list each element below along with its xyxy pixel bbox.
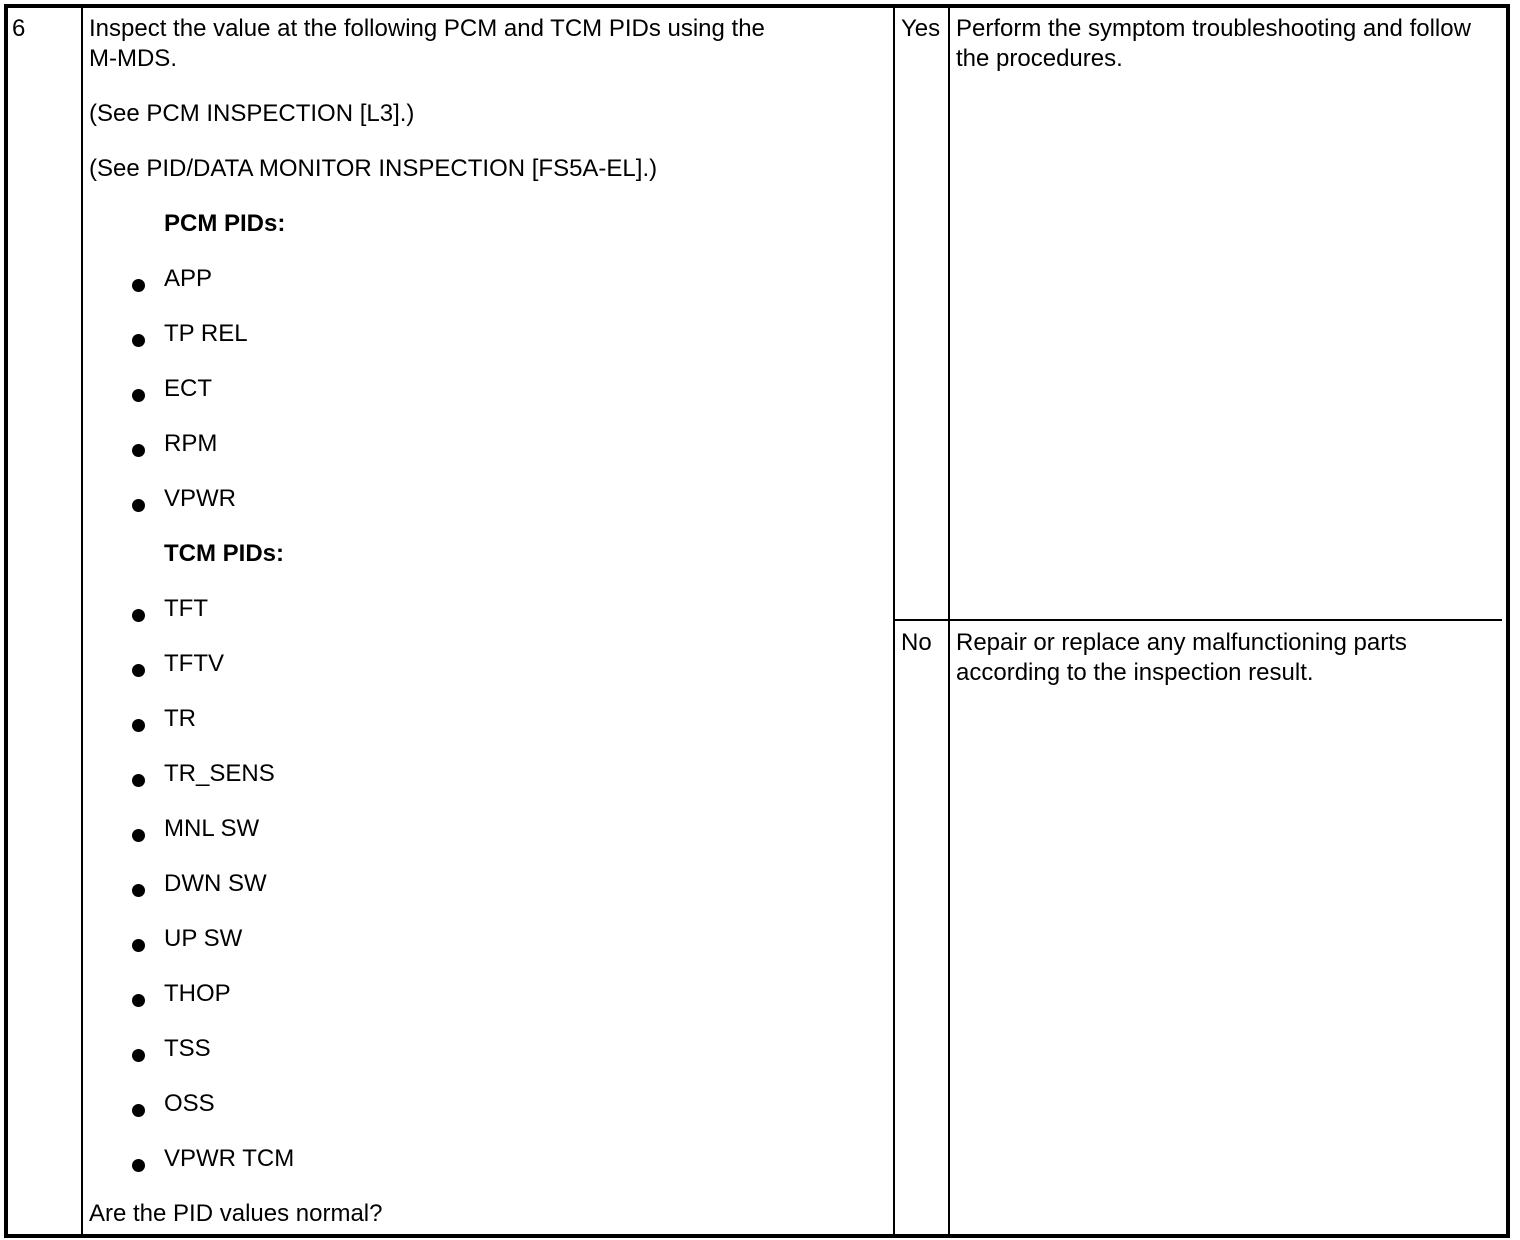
tcm-pid-label: TR (164, 705, 196, 732)
bullet-icon (132, 664, 145, 677)
column-divider-inspection (893, 8, 895, 1234)
bullet-icon (132, 444, 145, 457)
tcm-pid-label: TFTV (164, 650, 224, 677)
row-divider-yes-no (895, 619, 1502, 621)
bullet-icon (132, 1104, 145, 1117)
result-yes-action-line-2: the procedures. (956, 45, 1123, 72)
step-number: 6 (12, 15, 26, 42)
pcm-pid-label: ECT (164, 375, 212, 402)
bullet-icon (132, 719, 145, 732)
tcm-pid-label: THOP (164, 980, 231, 1007)
result-no-action-line-2: according to the inspection result. (956, 659, 1314, 686)
pid-monitor-reference: (See PID/DATA MONITOR INSPECTION [FS5A-EL].) (89, 155, 658, 182)
column-divider-step (81, 8, 83, 1234)
pcm-pid-label: VPWR (164, 485, 236, 512)
tcm-pid-label: TR_SENS (164, 760, 275, 787)
pcm-pids-heading: PCM PIDs: (164, 210, 286, 237)
bullet-icon (132, 939, 145, 952)
result-no-label: No (901, 629, 932, 656)
pcm-pid-label: APP (164, 265, 213, 292)
result-no-action-line-1: Repair or replace any malfunctioning parts (956, 629, 1407, 656)
bullet-icon (132, 1049, 145, 1062)
tcm-pid-label: TFT (164, 595, 208, 622)
bullet-icon (132, 389, 145, 402)
procedure-table (4, 4, 1510, 1238)
tcm-pid-label: MNL SW (164, 815, 260, 842)
bullet-icon (132, 609, 145, 622)
pcm-pid-label: TP REL (164, 320, 248, 347)
tcm-pid-label: OSS (164, 1090, 215, 1117)
bullet-icon (132, 279, 145, 292)
bullet-icon (132, 829, 145, 842)
instruction-line-1: Inspect the value at the following PCM and TCM PIDs using the (89, 15, 765, 42)
bullet-icon (132, 884, 145, 897)
tcm-pid-label: UP SW (164, 925, 243, 952)
result-yes-action-line-1: Perform the symptom troubleshooting and follow (956, 15, 1471, 42)
pcm-pid-label: RPM (164, 430, 218, 457)
instruction-line-2: M-MDS. (89, 45, 177, 72)
tcm-pid-label: DWN SW (164, 870, 267, 897)
bullet-icon (132, 1159, 145, 1172)
result-yes-label: Yes (901, 15, 941, 42)
tcm-pids-heading: TCM PIDs: (164, 540, 284, 567)
tcm-pid-label: VPWR TCM (164, 1145, 295, 1172)
bullet-icon (132, 774, 145, 787)
bullet-icon (132, 994, 145, 1007)
column-divider-result (948, 8, 950, 1234)
pcm-inspection-reference: (See PCM INSPECTION [L3].) (89, 100, 415, 127)
bullet-icon (132, 334, 145, 347)
tcm-pid-label: TSS (164, 1035, 211, 1062)
inspection-question: Are the PID values normal? (89, 1200, 383, 1227)
bullet-icon (132, 499, 145, 512)
